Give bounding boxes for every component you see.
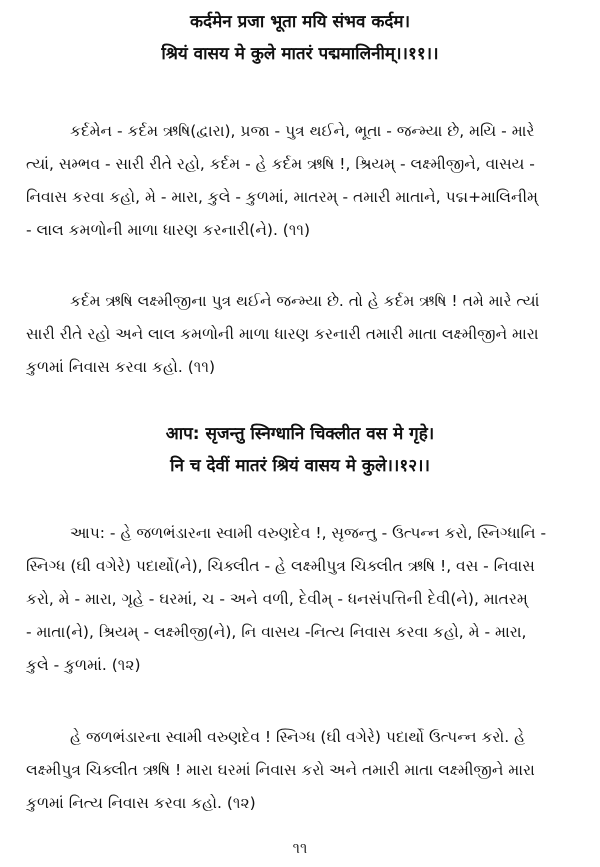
word-meaning-11: [26, 115, 574, 247]
word-meaning-11-line: કર્દમેન - કર્દમ ઋષિ(દ્વારા), પ્રજા - પુત્ર થઈને, ભૂતા - જન્મ્યા છે, મયિ - મારે: [70, 122, 535, 140]
translation-11: [26, 285, 574, 384]
translation-11-line: સારી રીતે રહો અને લાલ કમળોની માળા ધારણ કરનારી તમારી માતા લક્ષ્મીજીને મારા: [26, 325, 539, 343]
verse-11-line-2: श्रियं वासय मे कुले मातरं पद्ममालिनीम्।।११।।: [161, 44, 439, 64]
verse-12: [0, 418, 600, 482]
word-meaning-12-line: કરો, મે - મારા, ગૃહે - ઘરમાં, ચ - અને વળી, દેવીમ્ - ધનસંપત્તિની દેવી(ને), માતરમ્: [26, 590, 528, 608]
word-meaning-12-line: - માતા(ને), શ્રિયમ્ - લક્ષ્મીજી(ને), નિ વાસય -નિત્ય નિવાસ કરવા કહો, મે - મારા,: [26, 623, 527, 641]
word-meaning-12-line: સ્નિગ્ધ (ઘી વગેરે) પદાર્થો(ને), ચિક્લીત - હે લક્ષ્મીપુત્ર ચિક્લીત ઋષિ !, વસ - નિવાસ: [26, 557, 535, 575]
verse-11-line-1: कर्दमेन प्रजा भूता मयि संभव कर्दम।: [189, 12, 411, 32]
verse-11: [0, 6, 600, 70]
word-meaning-11-line: - લાલ કમળોની માળા ધારણ કરનારી(ને). (૧૧): [26, 221, 311, 239]
page-number: ૧૧: [292, 839, 308, 857]
translation-11-line: કર્દમ ઋષિ લક્ષ્મીજીના પુત્ર થઈને જન્મ્યા છે. તો હે કર્દમ ઋષિ ! તમે મારે ત્યાં: [70, 292, 540, 310]
translation-12-line: લક્ષ્મીપુત્ર ચિક્લીત ઋષિ ! મારા ઘરમાં નિવાસ કરો અને તમારી માતા લક્ષ્મીજીને મારા: [26, 761, 535, 779]
verse-12-line-1: आप: सृजन्तु स्निग्धानि चिक्लीत वस मे गृहे।: [165, 424, 435, 444]
translation-12-line: હે જળભંડારના સ્વામી વરુણદેવ ! સ્નિગ્ધ (ઘી વગેરે) પદાર્થો ઉત્પન્ન કરો. હે: [70, 728, 526, 746]
word-meaning-11-line: નિવાસ કરવા કહો, મે - મારા, કુલે - કુળમાં, માતરમ્ - તમારી માતાને, પદ્મ+માલિનીમ્: [26, 188, 538, 206]
translation-12: [26, 721, 574, 820]
translation-11-line: કુળમાં નિવાસ કરવા કહો. (૧૧): [26, 358, 216, 376]
word-meaning-12: [26, 517, 574, 682]
verse-12-line-2: नि च देवीं मातरं श्रियं वासय मे कुले।।१२।।: [170, 456, 430, 476]
translation-12-line: કુળમાં નિત્ય નિવાસ કરવા કહો. (૧૨): [26, 794, 256, 812]
word-meaning-12-line: આપ: - હે જળભંડારના સ્વામી વરુણદેવ !, સૃજન્તુ - ઉત્પન્ન કરો, સ્નિગ્ધાનિ -: [70, 524, 547, 542]
word-meaning-11-line: ત્યાં, સમ્ભવ - સારી રીતે રહો, કર્દમ - હે કર્દમ ઋષિ !, શ્રિયમ્ - લક્ષ્મીજીને, વાસય -: [26, 155, 535, 173]
word-meaning-12-line: કુલે - કુળમાં. (૧૨): [26, 656, 141, 674]
